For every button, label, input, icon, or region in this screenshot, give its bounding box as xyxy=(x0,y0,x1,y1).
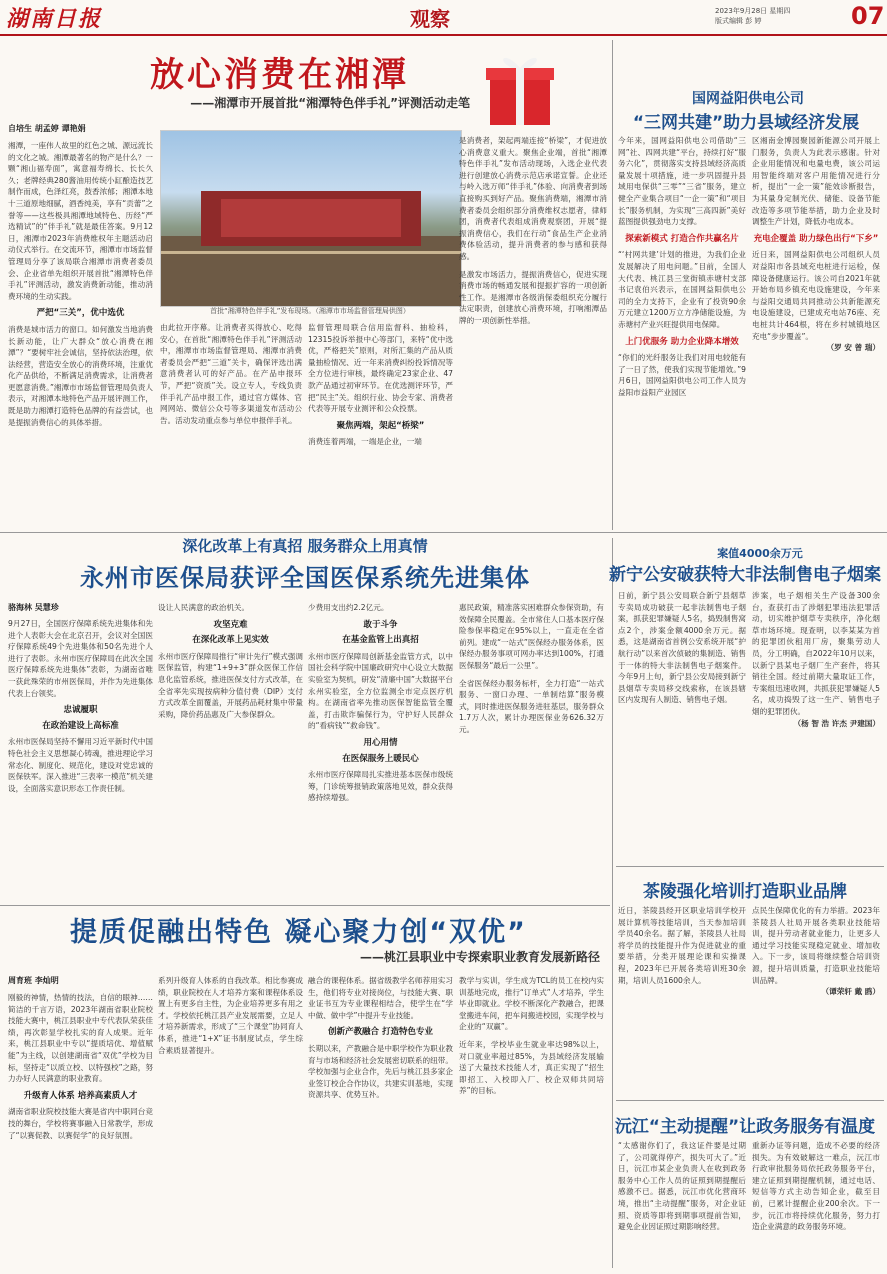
right2-column-1 xyxy=(618,590,746,860)
article1-title: 放心消费在湘潭 xyxy=(150,55,409,95)
right1-col2-text: 区湘南金博园聚园新能源公司开展上门服务，负责人为此表示感谢。针对企业用能情况和电量电费，该公司运用智能终端对客户用能情况进行分析，提出“一企一策”能效诊断报告，为其量身定制光伏、储能、设备节能改造等多项节能举措，助力企业及时调整生产计划，降低办电成本。 xyxy=(752,136,880,227)
right4-column-2 xyxy=(752,1140,880,1270)
right1-kicker: 国网益阳供电公司 xyxy=(692,91,804,107)
section-divider xyxy=(0,532,887,533)
masthead xyxy=(0,0,887,36)
article3-subhead-2: 创新产教融合 打造特色专业 xyxy=(328,1027,433,1038)
article1-col4b-text: 是激发市场活力，提振消费信心，促进实现消费市场的畅通发展和提振扩容的一项创新性工作。是湘潭市各级消保委组织充分履行法定职责，创建放心消费环境，打响湘潭品牌的一项创新性举措。 xyxy=(459,269,607,325)
article3-column-4 xyxy=(459,975,604,1270)
article2-subhead-3b: 在基金监管上出真招 xyxy=(342,635,419,646)
article1-subtitle: ——湘潭市开展首批“湘潭特色伴手礼”评测活动走笔 xyxy=(190,96,470,110)
right1-col1-text: 今年来，国网益阳供电公司借助“三网”社、四网共建“平台，持续打好“服务六化”，贯彻落实支持县域经济高质量发展十项措施，进一步巩固提升县域用电保供“三零”“三省”服务，建立健全产业集合项目“一企一策”和“项目长”服务机制，为实现“三高四新”美好蓝图提供强劲电力支撑。 xyxy=(618,136,746,227)
column-divider-2 xyxy=(612,538,613,1268)
right1-title: “三网共建”助力县域经济发展 xyxy=(632,113,860,133)
article2-column-4 xyxy=(459,602,604,902)
article2-kicker: 深化改革上有真招 服务群众上用真情 xyxy=(182,537,428,555)
article3-col3b-text: 长期以来，产教融合是中职学校作为职业教育与市场和经济社会发展密切联系的纽带。学校加强与企业合作，先后与桃江县多家企业签订校企合作协议，共建实训基地，实现资源共享、优势互补。 xyxy=(308,1043,453,1100)
right3-col2-text: 点民生保障优化的有力举措。2023年茶陵县人社局开展各类职业技能培训，提升劳动者就业能力，让更多人通过学习技能实现稳定就业、增加收入。下一步，该局将继续整合培训资源，提升培训质量，打造职业技能培训品牌。 xyxy=(752,906,880,985)
article1-col1-text: 湘潭，一座伟人故里的红色之城、源远流长的文化之城。湘潭最著名的物产是什么？一颗“湘山福寿面”，寓意福寿绵长、长长久久；老牌经典280酱油用传统小缸酿造技艺制作而成，色泽红亮，鼓香浓郁；湘潭本地十三道原地细腻，酒香纯美，享有“贡蕾”之誉等——这些极具湘潭地域特色、历经“严选精试”的“伴手礼”就是最佳答案。9月12日，湘潭市2023年消费维权年主题活动启动仪式举行。在交流环节，湘潭市市场监督管理局分享了该局联合湘潭市消费者委员会、企业省单先组织开展首批“湘潭特色伴手礼”评测活动，激发消费新动能，推动消费环境的生动实践。 xyxy=(8,141,153,301)
article1-col1b-text: 消费是城市活力的窗口。如何激发当地消费长新动能，让广大群众“放心消费在湘潭”？“要树牢社会诚信，坚持依法治理，依法经营，营造安全放心的消费环境，注重优化产品供给，不断满足消费需求，让消费者更愿意消费。”湘潭市市场监督管理局负责人表示，对湘潭本地特色产品开展评测工作，既是助力湘潭打造特色品牌的有益尝试，也是提振消费信心的具体举措。 xyxy=(8,324,153,427)
article3-col1b-text: 湖南省职业院校技能大赛是省内中职同台竞技的舞台，学校将赛事融入日常教学，形成了“以赛促教、以赛促学”的良好氛围。 xyxy=(8,1107,153,1140)
right4-column-1 xyxy=(618,1140,746,1270)
right-divider-2 xyxy=(616,1100,884,1101)
article1-column-3 xyxy=(308,322,453,522)
article1-col2-text: 由此拉开序幕。让消费者买得放心、吃得安心，在首批“湘潭特色伴手礼”评测活动中，湘潭市市场监督管理局、湘潭市消费者委员会严把“三道”关卡，确保评选出满意消费者认可的好产品。在产品申报环节，严把“资质”关。设立专人，专线负责伴手礼产品申报工作，通过官方媒体、官网网站、微信公众号等多渠道发布活动公告。活动发动重点参与单位申报伴手礼。 xyxy=(160,323,302,425)
right3-signature: （谭荣轩 戴 鸥） xyxy=(821,987,880,997)
right4-col1-text: “太感谢你们了，我这证件要是过期了，公司就得停产，损失可大了。”近日，沅江市某企业负责人在收到政务服务中心工作人员的证照到期提醒后感激不已。据悉，沅江市优化营商环境，推出“主动提醒”服务，对企业证照、资质等即将到期事项提前告知，避免企业因证照过期影响经营。 xyxy=(618,1141,746,1232)
article2-subhead-2: 攻坚克难 xyxy=(213,619,248,630)
article1-byline: 自培生 胡孟婷 谭艳娟 xyxy=(8,124,86,133)
right4-title: 沅江“主动提醒”让政务服务有温度 xyxy=(614,1117,876,1137)
article1-column-4 xyxy=(459,135,607,525)
article2-col3-text: 少费用支出约2.2亿元。 xyxy=(308,603,389,612)
section-name: 观察 xyxy=(410,7,450,31)
article3-subhead-1: 升级育人体系 培养高素质人才 xyxy=(23,1090,138,1101)
article2-subhead-4b: 在医保服务上暖民心 xyxy=(342,753,419,764)
right1-signature: （罗 安 曾 瑞） xyxy=(826,343,880,353)
article2-col2b-text: 永州市医疗保障局推行“审计先行”模式强调医保监管，构建“1+9+3”群众医保工作信息化监管系统，推进医保支付方式改革，在全省率先实现按病种分值付费（DIP）支付方式改革全面覆盖，开展药品耗材集中带量采购，降价药品惠及广大参保群众。 xyxy=(158,651,303,719)
article2-subhead-1: 忠诚履职 xyxy=(63,705,98,716)
article3-title: 提质促融出特色 凝心聚力创“双优” xyxy=(70,917,527,948)
section-divider-2 xyxy=(0,905,610,906)
issue-date: 2023年9月28日 星期四 xyxy=(715,7,791,15)
page-number: 07 xyxy=(851,2,885,30)
gift-box-icon xyxy=(480,40,560,130)
right2-column-2 xyxy=(752,590,880,860)
article3-byline: 周育班 李灿明 xyxy=(8,976,59,985)
article2-subhead-1b: 在政治建设上高标准 xyxy=(42,720,119,731)
event-photo xyxy=(160,130,462,307)
right1-column-2 xyxy=(752,135,880,530)
right1-col1c-text: “你们的光纤服务让我们对用电较能有了一日了然，使我们实现节能增效。”9月6日，国网益阳供电公司工作人员为益阳市益阳产业园区 xyxy=(618,353,746,397)
article3-col3-text: 融合的课程体系。据省级教学名师荐用实习生，他们将专业对接岗位，与技能大赛、职业证书互为专业课程相结合，使学生在“学中做、做中学”中提升专业技能。 xyxy=(308,976,453,1020)
article3-col4-text: 教学与实训，学生成为TCL的员工在校内实训基地完成，推行“订单式”人才培养，学生毕业即就业。学校不断深化产教融合，把课堂搬进车间，把车间搬进校园，实现学校与企业的“双赢”。 xyxy=(459,976,604,1032)
article2-column-3 xyxy=(308,602,453,902)
photo-caption: 首批“湘潭特色伴手礼”发布现场。（湘潭市市场监督管理局供图） xyxy=(210,307,410,315)
paper-name-logo: 湖南日报 xyxy=(6,6,103,32)
article2-subhead-2b: 在深化改革上见实效 xyxy=(192,635,269,646)
right2-col2-text: 涉案，电子烟相关生产设备300余台，查获打击了涉烟犯罪违法犯罪活动，切实维护烟草专卖秩序，净化烟草市场环境。现查明，以李某某为首的犯罪团伙租用厂房，聚集劳动人员，分工明确，自2022年10月以来，以新宁县某电子烟厂生产套件，将其销往全国。经过前期大量取证工作，专案组迅速收网，共抓获犯罪嫌疑人5名，成功捣毁了这一生产、销售电子烟的犯罪团伙。 xyxy=(752,591,880,716)
right2-title: 新宁公安破获特大非法制售电子烟案 xyxy=(609,565,881,585)
article1-col3-text: 监督管理局联合信用监督科、抽检科，12315投诉举报中心等部门，来特“优中选优，严格把关”原则，对所汇集的产品从质量抽检情况、近一年来消费纠纷投诉情况等全方位进行审核，最终确定23家企业、47款产品通过初审环节。在优选测评环节，严把“民主”关。组织行业、协会专家、消费者代表等开展专业测评和公众投票。 xyxy=(308,323,453,414)
article1-col4-text: 是消费者，架起两端连接“桥梁”，才促进放心消费意义重大。聚焦企业端，首批“湘潭特色伴手礼”发布活动现场，入选企业代表进行创建放心消费示范店承诺宣誓。企业还与岭入选万师“伴手礼”体验、向消费者到场直接购买到好产品。聚焦消费端，湘潭市消费者委员会组织部分消费维权志愿者，律师团，消费者代表组成消费观察团，开展“提振消费信心，我们在行动”食品生产企业消费体验活动，提升消费者的参与感和获得感。 xyxy=(459,136,607,261)
right1-col1b-text: “‘村网共建’计划的推进，为我们企业发展解决了用电问题。”目前，全国人大代表、桃江县三堂街镇赤塘村支部书记袁伯兴表示，在国网益阳供电公司的全力支持下，企业有了投资90余万元建立1200万立方净储能设施，为赤塘村产业兴旺提供用电保障。 xyxy=(618,250,746,329)
right-divider-1 xyxy=(616,866,884,867)
article1-column-1 xyxy=(8,140,153,525)
right3-col1-text: 近日，茶陵县经开区职业培训学校开展计算机等技能培训，当天参加培训学员40余名。据了解，茶陵县人社局将学员的技能提升作为促进就业的重要举措，分类开展理论课和实操课程，2023年已开展各类培训班30余期，培训人员1600余人。 xyxy=(618,906,746,985)
article1-col3b-text: 消费连着两端，一端是企业，一端 xyxy=(308,437,422,447)
right2-signature: （杨 智 浩 许杰 尹建国） xyxy=(793,718,880,728)
article2-col1b-text: 永州市医保局坚持不懈用习近平新时代中国特色社会主义思想凝心铸魂，推进理论学习常态化、制度化、规范化，建设对党忠诚的医保铁军。深入推进“三表率一模范”机关建设，全面落实意识形态工作责任制。 xyxy=(8,737,153,793)
article2-col4b-text: 全省医保经办服务标杆，全力打造“一站式服务、一窗口办理、一单制结算”服务模式，同时推进医保服务进驻基层，服务群众1.7万人次，累计办理医保业务626.32万元。 xyxy=(459,678,604,734)
article1-subhead-2: 聚焦两端，架起“桥梁” xyxy=(336,420,425,431)
article2-col3b-text: 永州市医疗保障局创新基金监管方式，以中国社会科学院中国廉政研究中心设立大数据实验室为契机，研发“清廉中国”大数据平台永州实验室，全方位监测全市定点医疗机构。在湖南省率先推动医保智能监管全覆盖，打击欺诈骗保行为，守护好人民群众的“看病钱”“救命钱”。 xyxy=(308,651,453,731)
article3-col1-text: 刚毅的神情，热情的技法，自信的眼神……简洁的千言万语，2023年湖南省职业院校技能大赛中，桃江县职业中专代表队荣获佳绩，再次彰显学校扎实的育人成果。近年来，桃江县职业中专以“提质培优、增值赋能”为主线，以创建湖南省“双优”学校为目标，坚持走“以质立校、以特强校”之路，努力办好人民满意的职业教育。 xyxy=(8,993,153,1084)
article2-subhead-4: 用心用情 xyxy=(363,737,398,748)
date-line xyxy=(715,6,790,26)
right1-subhead-1: 探索新模式 打造合作共赢名片 xyxy=(625,233,739,244)
article2-col2-text: 设让人民满意的政治机关。 xyxy=(158,603,250,612)
article3-col4b-text: 近年来，学校毕业生就业率达98%以上，对口就业率超过85%，为县域经济发展输送了大量技术技能人才，真正实现了“招生即招工、入校即入厂、校企双师共同培养”的目标。 xyxy=(459,1039,604,1096)
article2-col3c-text: 永州市医疗保障局扎实推进基本医保市级统筹，门诊统筹报销政策落地见效，群众获得感持续增强。 xyxy=(308,770,453,803)
article2-subhead-3: 敢于斗争 xyxy=(363,619,398,630)
right3-column-1 xyxy=(618,905,746,1095)
article2-column-1 xyxy=(8,618,153,903)
article2-byline: 骆海林 吴慧珍 xyxy=(8,603,59,612)
right1-subhead-3: 充电企覆盖 助力绿色出行“下乡” xyxy=(753,233,879,244)
article3-column-2 xyxy=(158,975,303,1270)
article3-column-1 xyxy=(8,992,153,1270)
right2-col1-text: 日前，新宁县公安局联合新宁县烟草专卖局成功破获一起非法制售电子烟案，抓获犯罪嫌疑人5名，捣毁制售窝点2个，涉案金额4000余万元。据悉，这是湖南省首例公安系统开展“护航行动”以来首次侦破的集制造、销售于一体的特大非法制售电子烟案件。今年9月上旬，新宁县公安局接到新宁县烟草专卖局移交线索称，在该县辖区内发现有人制造、销售电子烟。 xyxy=(618,591,746,705)
right3-title: 茶陵强化培训打造职业品牌 xyxy=(643,882,847,902)
right1-column-1 xyxy=(618,135,746,530)
layout-editor: 版式编辑 彭 婷 xyxy=(715,17,762,25)
article3-column-3 xyxy=(308,975,453,1270)
right2-kicker: 案值4000余万元 xyxy=(717,547,803,560)
article3-col2-text: 系列升级育人体系的自我改革。相比参赛成绩，职业院校在人才培养方案和课程体系设置上有更多自主性，为企业培养更多有用之才。学校依托桃江县产业发展需要，立足人才培养新需求，形成了“三个课堂”协同育人体系，推进“1+X”证书制度试点，学生综合素质显著提升。 xyxy=(158,976,303,1055)
article1-subhead-1: 严把“三关”，优中选优 xyxy=(36,308,125,319)
article2-column-2 xyxy=(158,602,303,902)
article2-col1-text: 9月27日，全国医疗保障系统先进集体和先进个人表彰大会在北京召开，会议对全国医疗保障系统49个先进集体和50名先进个人进行了表彰。永州市医疗保障局在此次全国医疗保障系统先进集体”表彰，为湖南省唯一获此殊荣的市州医保局，并作为先进集体代表上台领奖。 xyxy=(8,619,153,698)
event-photo-image xyxy=(161,131,461,306)
column-divider xyxy=(612,40,613,530)
article3-subtitle: ——桃江县职业中专探索职业教育发展新路径 xyxy=(359,950,600,964)
right3-column-2 xyxy=(752,905,880,1095)
article2-title: 永州市医保局获评全国医保系统先进集体 xyxy=(80,564,530,592)
right1-subhead-2: 上门优服务 助力企业降本增效 xyxy=(625,336,739,347)
right4-col2-text: 重新办证等问题，造成不必要的经济损失。为有效破解这一难点，沅江市行政审批服务局依托政务服务平台，建立证照到期提醒机制，通过电话、短信等方式主动告知企业，截至目前，已累计提醒企业200余次。下一步，沅江市将持续优化服务，努力打造企业满意的政务服务环境。 xyxy=(752,1141,880,1232)
right1-col2b-text: 近日来，国网益阳供电公司组织人员对益阳市各县域充电桩进行运检，保障设备健康运行。该公司自2021年就开始布局乡镇充电设施建设，今年来与益阳交通局共同推动公共新能源充电设施建设，已建成充电站76座、充电桩共计464根，将在乡村城镇地区充电“步步覆盖”。 xyxy=(752,250,880,341)
article1-column-2 xyxy=(160,322,302,522)
article2-col4-text: 惠民政策，精准落实困难群众参保资助，有效保障全民覆盖。全市常住人口基本医疗保险参保率稳定在95%以上，一直走在全省前列。建成“一站式”医保经办服务体系，医保经办服务事项可网办率达到100%，打通医保服务“最后一公里”。 xyxy=(459,603,604,670)
